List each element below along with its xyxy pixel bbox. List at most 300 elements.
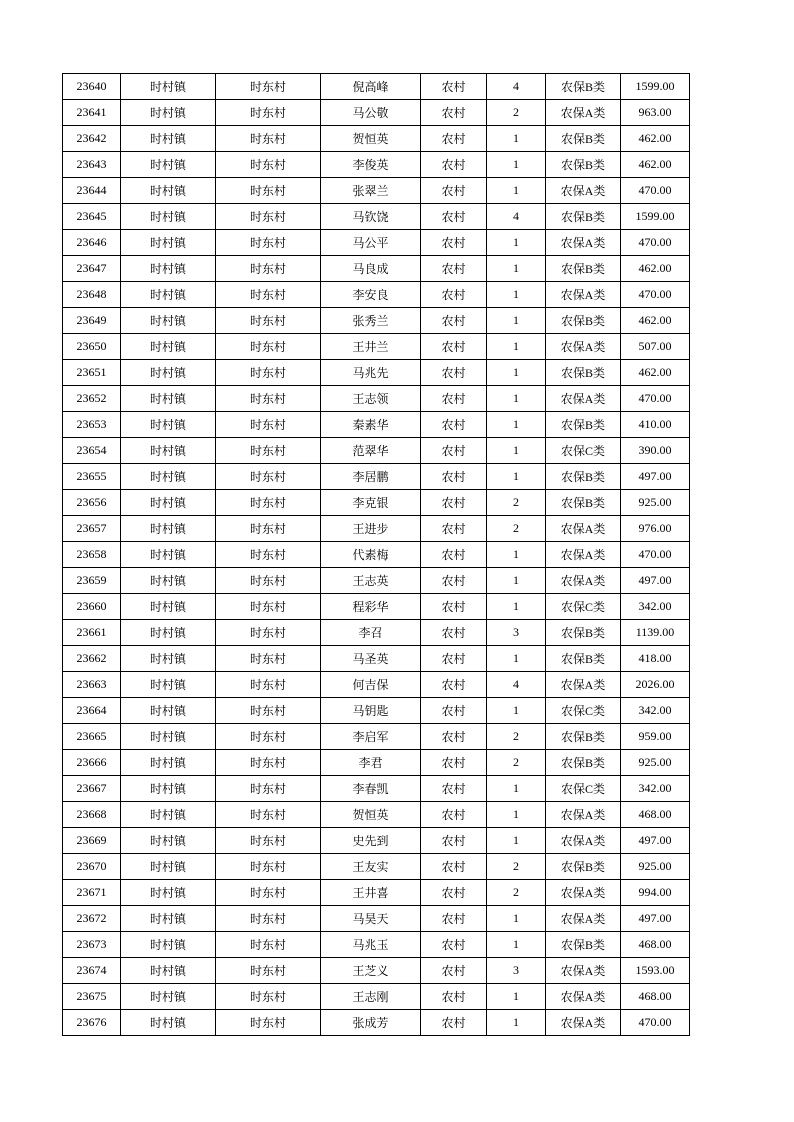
- cell-village: 时东村: [216, 516, 321, 542]
- cell-household-type: 农村: [421, 568, 487, 594]
- cell-insurance-class: 农保A类: [546, 984, 621, 1010]
- cell-insurance-class: 农保A类: [546, 1010, 621, 1036]
- cell-insurance-class: 农保B类: [546, 412, 621, 438]
- cell-village: 时东村: [216, 152, 321, 178]
- cell-household-type: 农村: [421, 178, 487, 204]
- cell-person-count: 1: [487, 984, 546, 1010]
- cell-record-id: 23655: [63, 464, 121, 490]
- cell-amount: 468.00: [621, 984, 690, 1010]
- cell-household-type: 农村: [421, 776, 487, 802]
- cell-person-count: 1: [487, 256, 546, 282]
- cell-record-id: 23669: [63, 828, 121, 854]
- cell-record-id: 23661: [63, 620, 121, 646]
- cell-record-id: 23667: [63, 776, 121, 802]
- cell-village: 时东村: [216, 412, 321, 438]
- cell-insurance-class: 农保A类: [546, 178, 621, 204]
- cell-amount: 959.00: [621, 724, 690, 750]
- cell-insurance-class: 农保A类: [546, 282, 621, 308]
- cell-town: 时村镇: [121, 646, 216, 672]
- cell-person-name: 李克银: [321, 490, 421, 516]
- cell-amount: 2026.00: [621, 672, 690, 698]
- cell-household-type: 农村: [421, 152, 487, 178]
- cell-village: 时东村: [216, 542, 321, 568]
- cell-person-name: 王志领: [321, 386, 421, 412]
- cell-person-name: 李启军: [321, 724, 421, 750]
- table-row: [63, 932, 690, 958]
- cell-household-type: 农村: [421, 724, 487, 750]
- cell-amount: 410.00: [621, 412, 690, 438]
- cell-insurance-class: 农保B类: [546, 750, 621, 776]
- cell-person-count: 1: [487, 334, 546, 360]
- cell-record-id: 23641: [63, 100, 121, 126]
- table-row: [63, 854, 690, 880]
- cell-town: 时村镇: [121, 984, 216, 1010]
- cell-town: 时村镇: [121, 204, 216, 230]
- cell-insurance-class: 农保B类: [546, 490, 621, 516]
- cell-person-count: 1: [487, 386, 546, 412]
- cell-insurance-class: 农保B类: [546, 256, 621, 282]
- cell-household-type: 农村: [421, 750, 487, 776]
- cell-household-type: 农村: [421, 672, 487, 698]
- cell-town: 时村镇: [121, 932, 216, 958]
- cell-village: 时东村: [216, 126, 321, 152]
- cell-household-type: 农村: [421, 256, 487, 282]
- cell-town: 时村镇: [121, 906, 216, 932]
- cell-record-id: 23653: [63, 412, 121, 438]
- cell-person-count: 1: [487, 698, 546, 724]
- table-row: [63, 1010, 690, 1036]
- cell-village: 时东村: [216, 932, 321, 958]
- cell-town: 时村镇: [121, 464, 216, 490]
- cell-town: 时村镇: [121, 178, 216, 204]
- cell-person-name: 李俊英: [321, 152, 421, 178]
- cell-household-type: 农村: [421, 386, 487, 412]
- cell-amount: 925.00: [621, 750, 690, 776]
- table-row: [63, 412, 690, 438]
- cell-insurance-class: 农保B类: [546, 932, 621, 958]
- cell-town: 时村镇: [121, 854, 216, 880]
- cell-amount: 390.00: [621, 438, 690, 464]
- cell-person-name: 王井兰: [321, 334, 421, 360]
- cell-insurance-class: 农保B类: [546, 152, 621, 178]
- cell-town: 时村镇: [121, 334, 216, 360]
- cell-insurance-class: 农保B类: [546, 464, 621, 490]
- cell-record-id: 23666: [63, 750, 121, 776]
- cell-insurance-class: 农保C类: [546, 698, 621, 724]
- cell-town: 时村镇: [121, 880, 216, 906]
- cell-person-count: 2: [487, 100, 546, 126]
- cell-person-count: 1: [487, 776, 546, 802]
- cell-household-type: 农村: [421, 646, 487, 672]
- cell-amount: 994.00: [621, 880, 690, 906]
- cell-village: 时东村: [216, 490, 321, 516]
- cell-village: 时东村: [216, 464, 321, 490]
- cell-person-count: 1: [487, 542, 546, 568]
- cell-person-count: 1: [487, 438, 546, 464]
- cell-amount: 468.00: [621, 802, 690, 828]
- cell-person-count: 1: [487, 360, 546, 386]
- cell-town: 时村镇: [121, 360, 216, 386]
- cell-insurance-class: 农保A类: [546, 672, 621, 698]
- cell-village: 时东村: [216, 620, 321, 646]
- cell-insurance-class: 农保B类: [546, 854, 621, 880]
- cell-person-name: 王志英: [321, 568, 421, 594]
- cell-record-id: 23642: [63, 126, 121, 152]
- table-row: [63, 958, 690, 984]
- table-row: [63, 438, 690, 464]
- cell-town: 时村镇: [121, 230, 216, 256]
- table-row: [63, 776, 690, 802]
- cell-amount: 342.00: [621, 776, 690, 802]
- cell-household-type: 农村: [421, 490, 487, 516]
- cell-household-type: 农村: [421, 308, 487, 334]
- cell-person-count: 1: [487, 282, 546, 308]
- cell-record-id: 23654: [63, 438, 121, 464]
- cell-household-type: 农村: [421, 464, 487, 490]
- cell-household-type: 农村: [421, 516, 487, 542]
- cell-amount: 976.00: [621, 516, 690, 542]
- cell-amount: 342.00: [621, 594, 690, 620]
- cell-insurance-class: 农保B类: [546, 204, 621, 230]
- table-row: [63, 594, 690, 620]
- records-table: [62, 73, 690, 1036]
- cell-record-id: 23658: [63, 542, 121, 568]
- cell-person-count: 1: [487, 308, 546, 334]
- cell-person-name: 贺恒英: [321, 126, 421, 152]
- cell-household-type: 农村: [421, 698, 487, 724]
- table-row: [63, 880, 690, 906]
- cell-person-name: 秦素华: [321, 412, 421, 438]
- cell-record-id: 23662: [63, 646, 121, 672]
- table-row: [63, 100, 690, 126]
- cell-town: 时村镇: [121, 698, 216, 724]
- cell-amount: 1599.00: [621, 204, 690, 230]
- cell-household-type: 农村: [421, 542, 487, 568]
- cell-person-name: 马圣英: [321, 646, 421, 672]
- table-row: [63, 178, 690, 204]
- cell-person-name: 马兆玉: [321, 932, 421, 958]
- table-row: [63, 282, 690, 308]
- cell-household-type: 农村: [421, 906, 487, 932]
- cell-town: 时村镇: [121, 100, 216, 126]
- cell-village: 时东村: [216, 646, 321, 672]
- cell-amount: 418.00: [621, 646, 690, 672]
- cell-village: 时东村: [216, 880, 321, 906]
- cell-amount: 470.00: [621, 282, 690, 308]
- cell-amount: 497.00: [621, 906, 690, 932]
- table-row: [63, 516, 690, 542]
- cell-insurance-class: 农保A类: [546, 568, 621, 594]
- cell-village: 时东村: [216, 438, 321, 464]
- cell-person-count: 1: [487, 932, 546, 958]
- cell-person-count: 1: [487, 178, 546, 204]
- cell-person-name: 马昊天: [321, 906, 421, 932]
- cell-record-id: 23651: [63, 360, 121, 386]
- table-row: [63, 360, 690, 386]
- cell-household-type: 农村: [421, 828, 487, 854]
- cell-household-type: 农村: [421, 620, 487, 646]
- cell-person-name: 代素梅: [321, 542, 421, 568]
- cell-record-id: 23665: [63, 724, 121, 750]
- cell-record-id: 23676: [63, 1010, 121, 1036]
- cell-village: 时东村: [216, 204, 321, 230]
- cell-person-name: 马钦饶: [321, 204, 421, 230]
- cell-person-name: 王志刚: [321, 984, 421, 1010]
- table-row: [63, 256, 690, 282]
- table-row: [63, 620, 690, 646]
- cell-town: 时村镇: [121, 490, 216, 516]
- cell-town: 时村镇: [121, 438, 216, 464]
- cell-household-type: 农村: [421, 74, 487, 100]
- cell-person-count: 1: [487, 464, 546, 490]
- cell-person-name: 范翠华: [321, 438, 421, 464]
- cell-amount: 342.00: [621, 698, 690, 724]
- cell-person-count: 2: [487, 724, 546, 750]
- cell-person-count: 4: [487, 672, 546, 698]
- cell-amount: 462.00: [621, 152, 690, 178]
- cell-person-count: 1: [487, 906, 546, 932]
- cell-household-type: 农村: [421, 958, 487, 984]
- cell-household-type: 农村: [421, 984, 487, 1010]
- cell-record-id: 23663: [63, 672, 121, 698]
- cell-insurance-class: 农保A类: [546, 828, 621, 854]
- cell-insurance-class: 农保C类: [546, 776, 621, 802]
- cell-village: 时东村: [216, 698, 321, 724]
- cell-town: 时村镇: [121, 412, 216, 438]
- cell-record-id: 23656: [63, 490, 121, 516]
- cell-record-id: 23671: [63, 880, 121, 906]
- cell-amount: 1593.00: [621, 958, 690, 984]
- cell-amount: 497.00: [621, 828, 690, 854]
- cell-insurance-class: 农保B类: [546, 74, 621, 100]
- cell-village: 时东村: [216, 230, 321, 256]
- cell-town: 时村镇: [121, 282, 216, 308]
- cell-insurance-class: 农保B类: [546, 360, 621, 386]
- cell-amount: 1599.00: [621, 74, 690, 100]
- cell-household-type: 农村: [421, 204, 487, 230]
- cell-town: 时村镇: [121, 308, 216, 334]
- table-row: [63, 308, 690, 334]
- cell-amount: 507.00: [621, 334, 690, 360]
- cell-record-id: 23646: [63, 230, 121, 256]
- cell-town: 时村镇: [121, 672, 216, 698]
- cell-record-id: 23659: [63, 568, 121, 594]
- cell-record-id: 23644: [63, 178, 121, 204]
- cell-village: 时东村: [216, 256, 321, 282]
- cell-village: 时东村: [216, 178, 321, 204]
- cell-village: 时东村: [216, 906, 321, 932]
- cell-record-id: 23675: [63, 984, 121, 1010]
- cell-person-count: 1: [487, 646, 546, 672]
- cell-person-name: 张秀兰: [321, 308, 421, 334]
- cell-person-name: 史先到: [321, 828, 421, 854]
- table-row: [63, 490, 690, 516]
- cell-person-name: 倪高峰: [321, 74, 421, 100]
- cell-insurance-class: 农保B类: [546, 126, 621, 152]
- cell-record-id: 23657: [63, 516, 121, 542]
- cell-person-count: 2: [487, 516, 546, 542]
- table-row: [63, 646, 690, 672]
- cell-insurance-class: 农保A类: [546, 230, 621, 256]
- cell-record-id: 23643: [63, 152, 121, 178]
- cell-village: 时东村: [216, 360, 321, 386]
- cell-person-name: 李召: [321, 620, 421, 646]
- cell-household-type: 农村: [421, 932, 487, 958]
- cell-town: 时村镇: [121, 152, 216, 178]
- cell-person-count: 2: [487, 880, 546, 906]
- cell-town: 时村镇: [121, 958, 216, 984]
- cell-person-count: 2: [487, 490, 546, 516]
- cell-person-count: 4: [487, 74, 546, 100]
- cell-insurance-class: 农保A类: [546, 802, 621, 828]
- cell-amount: 470.00: [621, 542, 690, 568]
- table-row: [63, 724, 690, 750]
- cell-person-name: 马公平: [321, 230, 421, 256]
- cell-person-name: 马良成: [321, 256, 421, 282]
- cell-town: 时村镇: [121, 542, 216, 568]
- cell-amount: 470.00: [621, 1010, 690, 1036]
- cell-person-name: 马钥匙: [321, 698, 421, 724]
- cell-village: 时东村: [216, 672, 321, 698]
- cell-person-count: 1: [487, 126, 546, 152]
- cell-village: 时东村: [216, 828, 321, 854]
- cell-insurance-class: 农保A类: [546, 516, 621, 542]
- cell-insurance-class: 农保B类: [546, 646, 621, 672]
- cell-household-type: 农村: [421, 412, 487, 438]
- cell-insurance-class: 农保A类: [546, 386, 621, 412]
- table-row: [63, 828, 690, 854]
- cell-person-name: 李居鹏: [321, 464, 421, 490]
- cell-village: 时东村: [216, 958, 321, 984]
- cell-amount: 925.00: [621, 490, 690, 516]
- cell-village: 时东村: [216, 334, 321, 360]
- cell-amount: 470.00: [621, 230, 690, 256]
- cell-record-id: 23647: [63, 256, 121, 282]
- cell-insurance-class: 农保C类: [546, 438, 621, 464]
- cell-person-name: 张翠兰: [321, 178, 421, 204]
- cell-village: 时东村: [216, 984, 321, 1010]
- cell-household-type: 农村: [421, 854, 487, 880]
- cell-record-id: 23645: [63, 204, 121, 230]
- table-row: [63, 204, 690, 230]
- cell-household-type: 农村: [421, 230, 487, 256]
- cell-record-id: 23672: [63, 906, 121, 932]
- cell-village: 时东村: [216, 568, 321, 594]
- cell-person-count: 1: [487, 1010, 546, 1036]
- cell-amount: 925.00: [621, 854, 690, 880]
- cell-town: 时村镇: [121, 620, 216, 646]
- table-row: [63, 230, 690, 256]
- table-row: [63, 386, 690, 412]
- table-row: [63, 906, 690, 932]
- cell-insurance-class: 农保A类: [546, 542, 621, 568]
- cell-person-name: 贺恒英: [321, 802, 421, 828]
- cell-person-count: 1: [487, 828, 546, 854]
- cell-household-type: 农村: [421, 360, 487, 386]
- cell-village: 时东村: [216, 282, 321, 308]
- table-row: [63, 672, 690, 698]
- cell-record-id: 23670: [63, 854, 121, 880]
- cell-insurance-class: 农保A类: [546, 100, 621, 126]
- cell-record-id: 23674: [63, 958, 121, 984]
- cell-insurance-class: 农保C类: [546, 594, 621, 620]
- cell-person-name: 李君: [321, 750, 421, 776]
- cell-town: 时村镇: [121, 828, 216, 854]
- cell-town: 时村镇: [121, 256, 216, 282]
- cell-town: 时村镇: [121, 1010, 216, 1036]
- cell-person-count: 1: [487, 594, 546, 620]
- cell-person-name: 程彩华: [321, 594, 421, 620]
- cell-person-count: 1: [487, 412, 546, 438]
- cell-record-id: 23648: [63, 282, 121, 308]
- cell-record-id: 23640: [63, 74, 121, 100]
- cell-village: 时东村: [216, 308, 321, 334]
- table-row: [63, 152, 690, 178]
- table-row: [63, 464, 690, 490]
- cell-record-id: 23664: [63, 698, 121, 724]
- cell-person-name: 马兆先: [321, 360, 421, 386]
- cell-person-count: 1: [487, 230, 546, 256]
- cell-amount: 462.00: [621, 126, 690, 152]
- cell-person-name: 马公敬: [321, 100, 421, 126]
- cell-person-name: 李春凯: [321, 776, 421, 802]
- cell-village: 时东村: [216, 1010, 321, 1036]
- cell-record-id: 23673: [63, 932, 121, 958]
- cell-person-name: 何吉保: [321, 672, 421, 698]
- cell-household-type: 农村: [421, 802, 487, 828]
- cell-amount: 497.00: [621, 568, 690, 594]
- table-row: [63, 126, 690, 152]
- cell-town: 时村镇: [121, 74, 216, 100]
- table-row: [63, 698, 690, 724]
- cell-household-type: 农村: [421, 282, 487, 308]
- cell-person-name: 李安良: [321, 282, 421, 308]
- table-row: [63, 984, 690, 1010]
- cell-insurance-class: 农保B类: [546, 308, 621, 334]
- table-row: [63, 568, 690, 594]
- cell-town: 时村镇: [121, 594, 216, 620]
- cell-town: 时村镇: [121, 724, 216, 750]
- cell-person-count: 3: [487, 958, 546, 984]
- cell-person-name: 王进步: [321, 516, 421, 542]
- cell-record-id: 23649: [63, 308, 121, 334]
- cell-person-name: 王芝义: [321, 958, 421, 984]
- table-row: [63, 802, 690, 828]
- cell-amount: 468.00: [621, 932, 690, 958]
- cell-insurance-class: 农保A类: [546, 334, 621, 360]
- cell-amount: 462.00: [621, 360, 690, 386]
- cell-village: 时东村: [216, 776, 321, 802]
- cell-village: 时东村: [216, 854, 321, 880]
- cell-town: 时村镇: [121, 802, 216, 828]
- cell-record-id: 23668: [63, 802, 121, 828]
- cell-village: 时东村: [216, 100, 321, 126]
- cell-household-type: 农村: [421, 1010, 487, 1036]
- cell-record-id: 23650: [63, 334, 121, 360]
- cell-insurance-class: 农保B类: [546, 620, 621, 646]
- cell-insurance-class: 农保A类: [546, 906, 621, 932]
- cell-amount: 1139.00: [621, 620, 690, 646]
- table-row: [63, 334, 690, 360]
- cell-amount: 470.00: [621, 178, 690, 204]
- cell-town: 时村镇: [121, 750, 216, 776]
- cell-person-count: 2: [487, 750, 546, 776]
- cell-insurance-class: 农保B类: [546, 724, 621, 750]
- cell-person-count: 2: [487, 854, 546, 880]
- cell-village: 时东村: [216, 750, 321, 776]
- cell-insurance-class: 农保A类: [546, 880, 621, 906]
- cell-village: 时东村: [216, 594, 321, 620]
